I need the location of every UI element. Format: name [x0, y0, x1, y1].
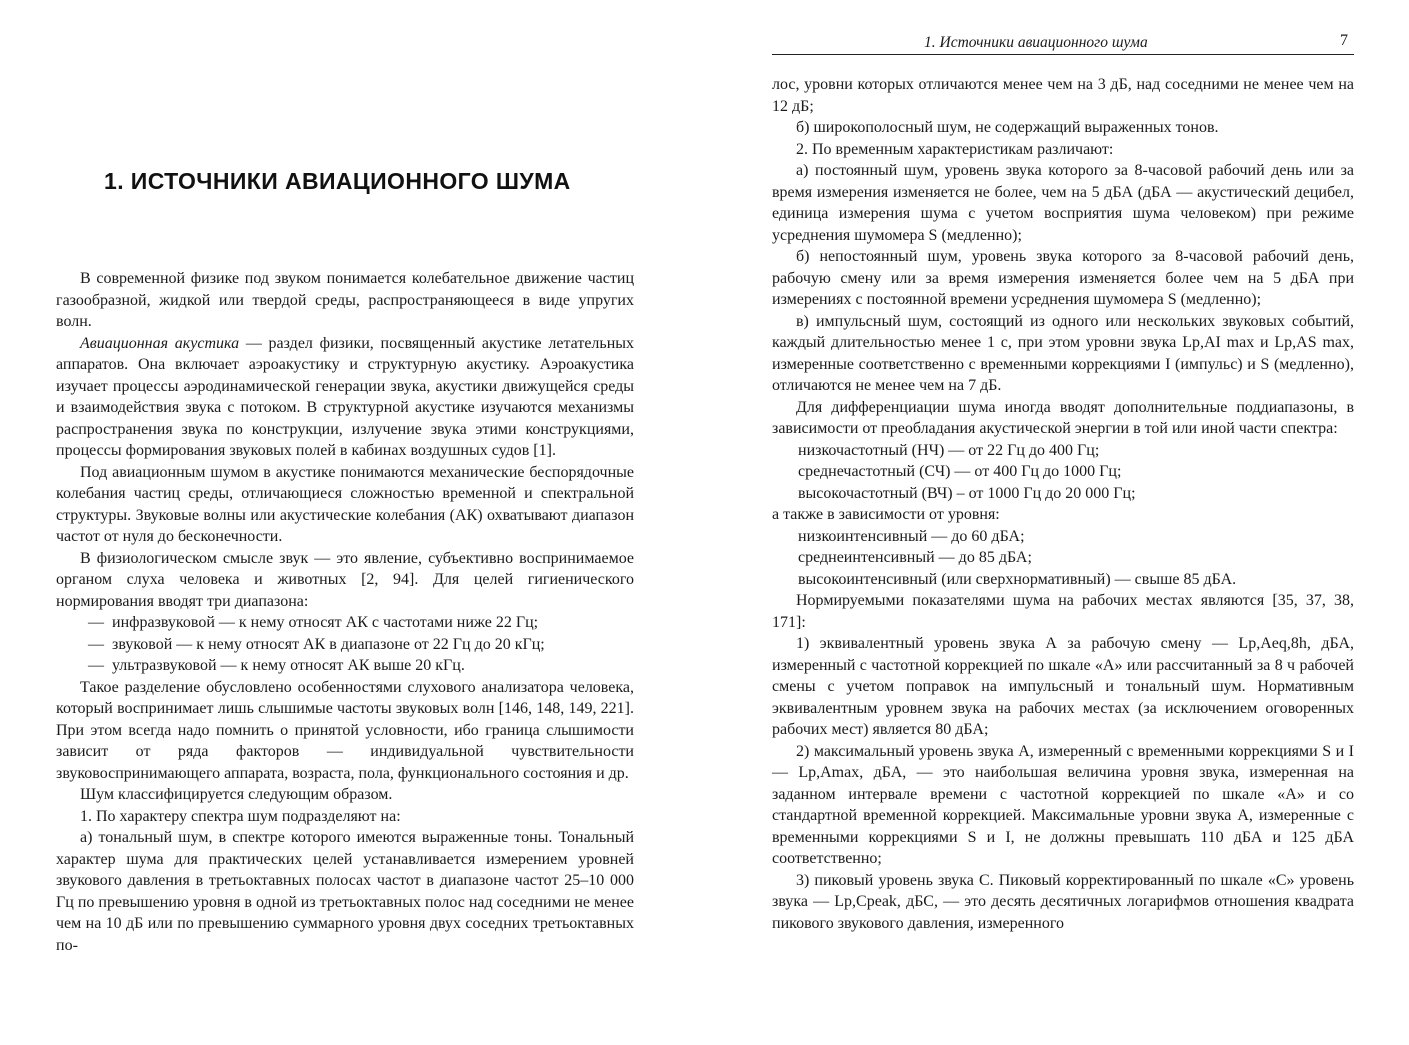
paragraph-text: — раздел физики, посвященный акустике летательных аппаратов. Она включает аэроакустику и структурную акустику. Аэроакустика изучает процессы аэродинамической генерации звука, акустики движущейся среды и взаимодействия звука с потоком. В структурной акустике изучаются механизмы распространения звука по конструкции, излучение звука этими конструкциями, процессы формирования звуковых полей в кабинах воздушных судов [1].: [56, 334, 635, 459]
paragraph: а) постоянный шум, уровень звука которого за 8-часовой рабочий день или за время измерения изменяется не более, чем на 5 дБА (дБА — акустический децибел, единица измерения шума с учетом восприятия шума человеком) при режиме усреднения шумомера S (медленно);: [772, 162, 1354, 244]
right-page-text: [772, 74, 1354, 934]
running-head-title: 1. Источники авиационного шума: [924, 34, 1148, 51]
list-item-text: ультразвуковой — к нему относят АК выше 20 кГц.: [112, 657, 465, 674]
paragraph: а) тональный шум, в спектре которого имеются выраженные тоны. Тональный характер шума для практических целей устанавливается измерением уровней звукового давления в третьоктавных полосах частот в диапазоне частот 25–10 000 Гц по превышению уровня в одной из третьоктавных полос над соседними не менее чем на 10 дБ или по превышению суммарного уровня двух соседних третьоктавных по-: [56, 829, 634, 954]
list-item: [56, 655, 634, 677]
paragraph: б) непостоянный шум, уровень звука которого за 8-часовой рабочий день, рабочую смену или за время измерения изменяется более чем на 5 дБА при измерениях с постоянной времени усреднения шумомера S (медленно);: [772, 248, 1354, 308]
paragraph: б) широкополосный шум, не содержащий выраженных тонов.: [796, 119, 1219, 136]
paragraph: Шум классифицируется следующим образом.: [80, 786, 393, 803]
paragraph: Для дифференциации шума иногда вводят дополнительные поддиапазоны, в зависимости от преобладания акустической энергии в той или иной части спектра:: [772, 398, 1354, 437]
page-number: 7: [1340, 32, 1348, 49]
list-item: низкочастотный (НЧ) — от 22 Гц до 400 Гц;: [798, 441, 1100, 459]
list-item-text: инфразвуковой — к нему относят АК с частотами ниже 22 Гц;: [112, 614, 539, 631]
paragraph: 1. По характеру спектра шум подразделяют на:: [80, 807, 401, 825]
paragraph: Такое разделение обусловлено особенностями слухового анализатора человека, который воспринимает лишь слышимые частоты звуковых волн [146, 148, 149, 221]. При этом всегда надо помнить о принятой условности, ибо граница слышимости зависит от ряда факторов — индивидуальной чувствительности звуковоспринимающего аппарата, возраста, пола, функционального состояния и др.: [56, 678, 634, 782]
list-item: высокочастотный (ВЧ) – от 1000 Гц до 20 000 Гц;: [798, 484, 1136, 502]
paragraph: Под авиационным шумом в акустике понимаются механические беспорядочные колебания частиц среды, отличающиеся сложностью временной и спектральной структуры. Звуковые волны или акустические колебания (АК) охватывают диапазон частот от нуля до бесконечности.: [56, 463, 634, 545]
paragraph: 3) пиковый уровень звука С. Пиковый корректированный по шкале «С» уровень звука — Lp,Cpeak, дБС, — это десять десятичных логарифмов отношения квадрата пикового звукового давления, измеренного: [772, 871, 1354, 932]
list-item: [56, 612, 634, 634]
list-item: низкоинтенсивный — до 60 дБА;: [798, 527, 1025, 545]
paragraph: а также в зависимости от уровня:: [772, 506, 1000, 523]
list-item: [56, 634, 634, 656]
paragraph: в) импульсный шум, состоящий из одного или нескольких звуковых событий, каждый длительностью менее 1 с, при этом уровни звука Lp,AI max и Lp,AS max, измеренные соответственно с временными коррекциями I (импульс) и S (медленно), отличаются не менее чем на 7 дБ.: [772, 312, 1354, 394]
paragraph: 2) максимальный уровень звука А, измеренный с временными коррекциями S и I — Lp,Amax, дБА, — это наибольшая величина уровня звука, измеренная на заданном интервале времени с частотной коррекцией по шкале «А» и со стандартной временной коррекцией. Максимальные уровни звука А, измеренные с временными коррекциями S и I, не должны превышать 110 дБА и 125 дБА соответственно;: [772, 742, 1354, 867]
dash-bullet: —: [88, 635, 104, 653]
dash-bullet: —: [88, 657, 104, 674]
chapter-title: 1. ИСТОЧНИКИ АВИАЦИОННОГО ШУМА: [104, 168, 571, 194]
paragraph: 2. По временным характеристикам различают:: [796, 140, 1114, 158]
paragraph: В современной физике под звуком понимается колебательное движение частиц газообразной, жидкой или твердой среды, распространяющееся в виде упругих волн.: [56, 270, 634, 330]
list-item: среднечастотный (СЧ) — от 400 Гц до 1000 Гц;: [798, 463, 1122, 480]
paragraph: [56, 333, 634, 462]
term-italic: Авиационная акустика: [80, 334, 240, 352]
list-item: высокоинтенсивный (или сверхнормативный) — свыше 85 дБА.: [798, 570, 1237, 588]
paragraph: Нормируемыми показателями шума на рабочих местах являются [35, 37, 38, 171]:: [772, 592, 1354, 631]
dash-bullet: —: [88, 614, 104, 631]
left-page-text: [56, 268, 634, 956]
list-item: среднеинтенсивный — до 85 дБА;: [798, 549, 1032, 566]
paragraph: В физиологическом смысле звук — это явление, субъективно воспринимаемое органом слуха человека и животных [2, 94]. Для целей гигиенического нормирования вводят три диапазона:: [56, 549, 634, 610]
running-head: [772, 34, 1354, 55]
paragraph: 1) эквивалентный уровень звука А за рабочую смену — Lp,Aeq,8h, дБА, измеренный с частотной коррекцией по шкале «А» или рассчитанный за 8 ч рабочей смены с учетом поправок на импульсный и тональный шум. Нормативным эквивалентным уровнем звука на рабочих местах (за исключением оговоренных рабочих мест) является 80 дБА;: [772, 635, 1354, 738]
list-item-text: звуковой — к нему относят АК в диапазоне от 22 Гц до 20 кГц;: [112, 635, 545, 653]
paragraph: лос, уровни которых отличаются менее чем на 3 дБ, над соседними не менее чем на 12 дБ;: [772, 76, 1354, 115]
